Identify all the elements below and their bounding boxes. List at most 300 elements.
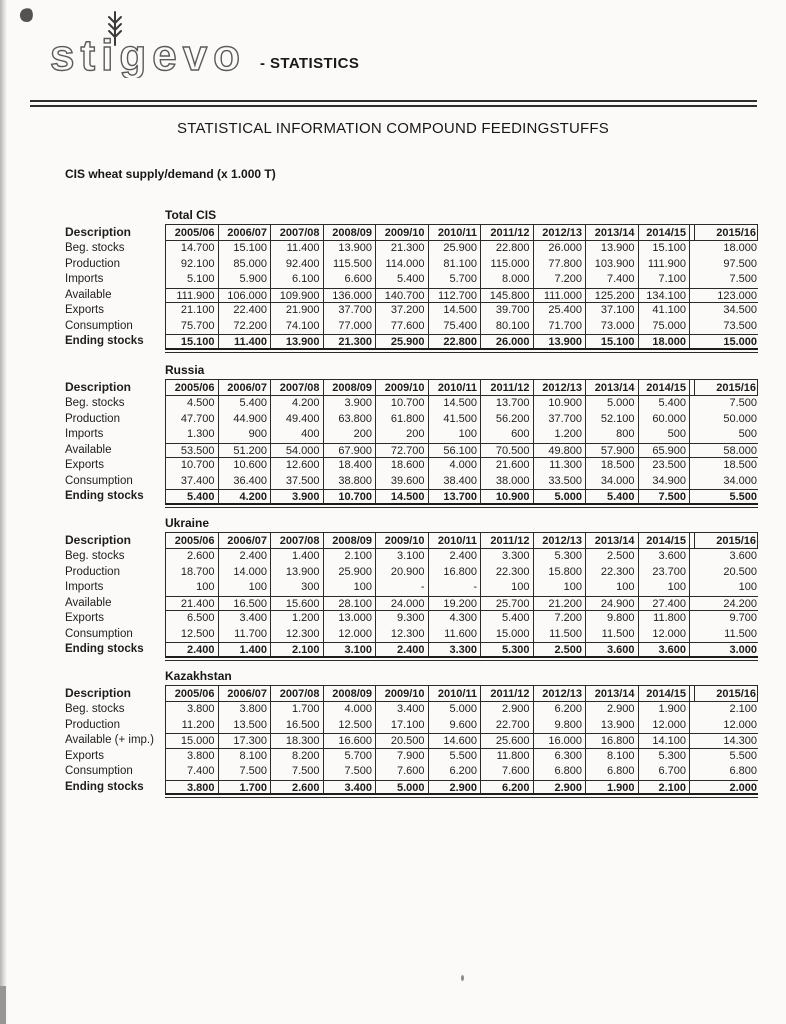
- value-cell: 6.200: [428, 764, 481, 780]
- value-cell: 14.500: [375, 489, 428, 505]
- column-header: 2007/08: [270, 224, 323, 241]
- value-cell: 7.600: [480, 764, 533, 780]
- value-cell: 800: [585, 427, 638, 443]
- value-cell: 9.700: [729, 612, 757, 624]
- value-cell: 9.800: [533, 718, 586, 734]
- value-cell: 1.200: [270, 611, 323, 627]
- value-cell: 1.400: [218, 642, 271, 658]
- page-title: STATISTICAL INFORMATION COMPOUND FEEDINGSTUFFS: [177, 120, 609, 137]
- table-row: [65, 288, 758, 304]
- value-cell: 11.500: [724, 627, 757, 640]
- row-label: Beg. stocks: [65, 242, 125, 254]
- value-cell: 100: [638, 580, 691, 596]
- value-cell: 16.000: [533, 733, 586, 749]
- value-cell: 37.500: [270, 474, 323, 490]
- value-cell: 85.000: [218, 257, 271, 273]
- value-cell: 200: [375, 427, 428, 443]
- value-cell: 14.600: [428, 733, 481, 749]
- value-cell: 13.900: [270, 334, 323, 350]
- row-label: Consumption: [65, 319, 133, 332]
- column-header: 2008/09: [323, 532, 376, 549]
- header-rule: [30, 100, 757, 107]
- value-cell: 22.400: [218, 303, 271, 319]
- value-cell: 5.500: [729, 749, 757, 762]
- value-cell: 14.100: [638, 733, 691, 749]
- row-label: Exports: [65, 749, 104, 762]
- value-cell: 500: [738, 428, 757, 440]
- value-cell: -: [375, 580, 428, 596]
- value-cell: 74.100: [270, 319, 323, 335]
- value-cell: 7.400: [165, 764, 218, 780]
- value-cell: 13.700: [428, 489, 481, 505]
- value-cell: 15.800: [533, 565, 586, 581]
- value-cell: 97.500: [723, 257, 757, 270]
- value-cell: 34.000: [585, 474, 638, 490]
- value-cell: 21.300: [323, 334, 376, 350]
- value-cell: 7.200: [533, 272, 586, 288]
- page-subtitle: CIS wheat supply/demand (x 1.000 T): [65, 167, 276, 181]
- value-cell: 13.900: [533, 334, 586, 350]
- row-label: Consumption: [65, 474, 133, 487]
- column-header: 2010/11: [428, 224, 481, 241]
- row-label: Imports: [65, 273, 104, 285]
- table-header-row: [65, 685, 758, 702]
- column-header: 2014/15: [638, 685, 691, 702]
- value-cell: 13.500: [218, 718, 271, 734]
- value-cell: 37.100: [585, 303, 638, 319]
- value-cell: 12.000: [323, 627, 376, 643]
- column-header: 2015/16: [694, 532, 758, 549]
- value-cell: 6.200: [480, 780, 533, 796]
- value-cell: 18.700: [165, 565, 218, 581]
- value-cell: 39.600: [375, 474, 428, 490]
- table-row: [65, 303, 758, 319]
- table-title: Kazakhstan: [165, 669, 232, 683]
- value-cell: 2.400: [375, 642, 428, 658]
- table-row: [65, 565, 758, 581]
- value-cell: 18.600: [375, 458, 428, 474]
- row-label: Available (+ imp.): [65, 734, 154, 746]
- value-cell: 16.500: [270, 718, 323, 734]
- table-row: [65, 272, 758, 288]
- row-label: Ending stocks: [65, 490, 144, 502]
- column-header: 2013/14: [585, 379, 638, 396]
- table-row: [65, 596, 758, 612]
- value-cell: 3.600: [638, 642, 691, 658]
- value-cell: 6.100: [270, 272, 323, 288]
- value-cell: 18.000: [723, 242, 757, 254]
- value-cell: 2.400: [218, 549, 271, 565]
- value-cell: 6.300: [533, 749, 586, 765]
- value-cell: 21.400: [165, 596, 218, 612]
- value-cell: 5.700: [428, 272, 481, 288]
- value-cell: 7.400: [585, 272, 638, 288]
- value-cell: 22.300: [480, 565, 533, 581]
- value-cell: 57.900: [585, 443, 638, 459]
- value-cell: 5.400: [218, 396, 271, 412]
- column-header: 2015/16: [694, 379, 758, 396]
- value-cell: 25.900: [323, 565, 376, 581]
- value-cell: 4.200: [218, 489, 271, 505]
- value-cell: 11.400: [218, 334, 271, 350]
- value-cell: 14.500: [428, 396, 481, 412]
- value-cell: 5.400: [165, 489, 218, 505]
- value-cell: 60.000: [638, 412, 691, 428]
- value-cell: 900: [218, 427, 271, 443]
- value-cell: 6.500: [165, 611, 218, 627]
- value-cell: 111.000: [533, 288, 586, 304]
- value-cell: 2.000: [694, 780, 758, 796]
- value-cell: 2.900: [533, 780, 586, 796]
- value-cell: 37.700: [533, 412, 586, 428]
- value-cell: 115.000: [480, 257, 533, 273]
- table-header-row: [65, 379, 758, 396]
- table-row: [65, 334, 758, 350]
- value-cell: 39.700: [480, 303, 533, 319]
- value-cell: 3.800: [218, 702, 271, 718]
- value-cell: 15.000: [165, 733, 218, 749]
- value-cell: 71.700: [533, 319, 586, 335]
- value-cell: 111.900: [165, 288, 218, 304]
- value-cell: 81.100: [428, 257, 481, 273]
- value-cell: 16.800: [428, 565, 481, 581]
- value-cell: 21.300: [375, 241, 428, 257]
- value-cell: 13.900: [270, 565, 323, 581]
- row-label: Production: [65, 718, 120, 731]
- row-label: Production: [65, 565, 120, 578]
- value-cell: 10.900: [480, 489, 533, 505]
- value-cell: 400: [270, 427, 323, 443]
- row-label: Available: [65, 288, 112, 301]
- value-cell: 1.200: [533, 427, 586, 443]
- column-header: 2008/09: [323, 685, 376, 702]
- column-header: 2009/10: [375, 685, 428, 702]
- value-cell: 25.900: [428, 241, 481, 257]
- column-header: 2007/08: [270, 532, 323, 549]
- column-header: 2013/14: [585, 685, 638, 702]
- row-label: Exports: [65, 459, 104, 471]
- table-row: [65, 764, 758, 780]
- row-label: Imports: [65, 581, 104, 593]
- value-cell: 12.000: [638, 627, 691, 643]
- column-header: 2006/07: [218, 685, 271, 702]
- value-cell: 20.900: [375, 565, 428, 581]
- column-header: 2009/10: [375, 224, 428, 241]
- value-cell: 5.400: [585, 489, 638, 505]
- column-header: 2014/15: [638, 379, 691, 396]
- value-cell: 21.900: [270, 303, 323, 319]
- value-cell: 26.000: [533, 241, 586, 257]
- value-cell: 7.100: [638, 272, 691, 288]
- value-cell: -: [428, 580, 481, 596]
- value-cell: 37.400: [165, 474, 218, 490]
- value-cell: 10.900: [533, 396, 586, 412]
- value-cell: 18.000: [638, 334, 691, 350]
- value-cell: 41.100: [638, 303, 691, 319]
- value-cell: 8.000: [480, 272, 533, 288]
- value-cell: 10.600: [218, 458, 271, 474]
- value-cell: 3.000: [694, 642, 758, 658]
- value-cell: 44.900: [218, 412, 271, 428]
- value-cell: 100: [428, 427, 481, 443]
- value-cell: 4.300: [428, 611, 481, 627]
- table-bottom-rule: [165, 660, 758, 661]
- column-header: 2015/16: [694, 224, 758, 241]
- value-cell: 3.600: [638, 549, 691, 565]
- value-cell: 77.000: [323, 319, 376, 335]
- value-cell: 13.700: [480, 396, 533, 412]
- table-row: [65, 396, 758, 412]
- column-header: 2005/06: [165, 379, 218, 396]
- value-cell: 2.500: [585, 549, 638, 565]
- value-cell: 145.800: [480, 288, 533, 304]
- value-cell: 75.000: [638, 319, 691, 335]
- value-cell: 7.900: [375, 749, 428, 765]
- value-cell: 1.300: [165, 427, 218, 443]
- table-row: [65, 257, 758, 273]
- value-cell: 1.900: [585, 780, 638, 796]
- value-cell: 15.100: [585, 334, 638, 350]
- value-cell: 7.500: [270, 764, 323, 780]
- table-row: [65, 718, 758, 734]
- column-header: 2006/07: [218, 532, 271, 549]
- value-cell: 100: [585, 580, 638, 596]
- value-cell: 54.000: [270, 443, 323, 459]
- value-cell: 49.400: [270, 412, 323, 428]
- value-cell: 2.600: [270, 780, 323, 796]
- value-cell: 4.500: [165, 396, 218, 412]
- value-cell: 34.500: [723, 304, 757, 316]
- value-cell: 4.000: [323, 702, 376, 718]
- table-title: Russia: [165, 363, 205, 377]
- value-cell: 1.400: [270, 549, 323, 565]
- data-table: [65, 379, 758, 505]
- value-cell: 3.100: [323, 642, 376, 658]
- value-cell: 3.400: [375, 702, 428, 718]
- logo-text: stigevo: [50, 31, 247, 78]
- value-cell: 20.500: [723, 565, 757, 578]
- value-cell: 12.000: [638, 718, 691, 734]
- value-cell: 2.100: [729, 703, 757, 715]
- column-header: 2010/11: [428, 532, 481, 549]
- column-header: 2008/09: [323, 379, 376, 396]
- column-header: 2007/08: [270, 379, 323, 396]
- value-cell: 100: [218, 580, 271, 596]
- value-cell: 112.700: [428, 288, 481, 304]
- value-cell: 5.000: [428, 702, 481, 718]
- value-cell: 5.400: [375, 272, 428, 288]
- value-cell: 5.400: [480, 611, 533, 627]
- scan-smudge-artifact: [18, 7, 34, 24]
- value-cell: 12.000: [723, 718, 757, 731]
- value-cell: 6.800: [585, 764, 638, 780]
- value-cell: 20.500: [375, 733, 428, 749]
- value-cell: 10.700: [165, 458, 218, 474]
- value-cell: 92.400: [270, 257, 323, 273]
- value-cell: 63.800: [323, 412, 376, 428]
- value-cell: 61.800: [375, 412, 428, 428]
- value-cell: 14.300: [694, 733, 758, 749]
- value-cell: 51.200: [218, 443, 271, 459]
- value-cell: 11.800: [638, 611, 691, 627]
- value-cell: 26.000: [480, 334, 533, 350]
- value-cell: 12.500: [165, 627, 218, 643]
- value-cell: 6.200: [533, 702, 586, 718]
- row-label: Ending stocks: [65, 780, 144, 793]
- value-cell: 1.700: [218, 780, 271, 796]
- column-header: 2009/10: [375, 532, 428, 549]
- value-cell: 100: [738, 581, 757, 593]
- table-section-russia: [65, 364, 758, 508]
- value-cell: 15.000: [694, 334, 758, 350]
- value-cell: 103.900: [585, 257, 638, 273]
- column-header: 2010/11: [428, 685, 481, 702]
- value-cell: 134.100: [638, 288, 691, 304]
- table-section-kazakhstan: [65, 670, 758, 798]
- value-cell: 5.000: [533, 489, 586, 505]
- value-cell: 3.600: [585, 642, 638, 658]
- value-cell: 19.200: [428, 596, 481, 612]
- value-cell: 92.100: [165, 257, 218, 273]
- value-cell: 23.500: [638, 458, 691, 474]
- value-cell: 114.000: [375, 257, 428, 273]
- value-cell: 2.900: [480, 702, 533, 718]
- value-cell: 22.300: [585, 565, 638, 581]
- value-cell: 3.600: [729, 550, 757, 562]
- value-cell: 37.200: [375, 303, 428, 319]
- table-row: [65, 780, 758, 796]
- value-cell: 11.300: [533, 458, 586, 474]
- value-cell: 7.500: [638, 489, 691, 505]
- value-cell: 600: [480, 427, 533, 443]
- table-row: [65, 241, 758, 257]
- column-header: 2006/07: [218, 224, 271, 241]
- value-cell: 49.800: [533, 443, 586, 459]
- table-row: [65, 427, 758, 443]
- value-cell: 11.200: [165, 718, 218, 734]
- logo-wordmark-outline: [48, 30, 266, 78]
- value-cell: 72.700: [375, 443, 428, 459]
- value-cell: 56.200: [480, 412, 533, 428]
- value-cell: 11.400: [270, 241, 323, 257]
- value-cell: 7.500: [729, 273, 757, 285]
- value-cell: 17.100: [375, 718, 428, 734]
- value-cell: 2.100: [270, 642, 323, 658]
- row-label: Production: [65, 412, 120, 425]
- value-cell: 123.000: [694, 288, 758, 304]
- value-cell: 18.500: [723, 459, 757, 471]
- table-row: [65, 412, 758, 428]
- value-cell: 37.700: [323, 303, 376, 319]
- table-row: [65, 489, 758, 505]
- value-cell: 100: [533, 580, 586, 596]
- row-label: Available: [65, 443, 112, 456]
- value-cell: 500: [638, 427, 691, 443]
- value-cell: 3.300: [428, 642, 481, 658]
- table-row: [65, 611, 758, 627]
- value-cell: 18.500: [585, 458, 638, 474]
- value-cell: 12.500: [323, 718, 376, 734]
- table-title: Ukraine: [165, 516, 210, 530]
- value-cell: 25.700: [480, 596, 533, 612]
- value-cell: 75.400: [428, 319, 481, 335]
- column-header-description: Description: [65, 380, 132, 394]
- column-header: 2011/12: [480, 532, 533, 549]
- value-cell: 12.600: [270, 458, 323, 474]
- value-cell: 7.600: [375, 764, 428, 780]
- column-header: 2011/12: [480, 379, 533, 396]
- value-cell: 13.900: [585, 718, 638, 734]
- value-cell: 77.600: [375, 319, 428, 335]
- table-row: [65, 458, 758, 474]
- value-cell: 4.000: [428, 458, 481, 474]
- value-cell: 8.200: [270, 749, 323, 765]
- column-header: 2013/14: [585, 224, 638, 241]
- row-label: Exports: [65, 304, 104, 316]
- table-row: [65, 319, 758, 335]
- scan-speck-artifact: [461, 975, 464, 981]
- value-cell: 6.700: [638, 764, 691, 780]
- value-cell: 33.500: [533, 474, 586, 490]
- row-label: Imports: [65, 428, 104, 440]
- row-label: Ending stocks: [65, 335, 144, 347]
- value-cell: 9.600: [428, 718, 481, 734]
- row-label: Beg. stocks: [65, 550, 125, 562]
- value-cell: 115.500: [323, 257, 376, 273]
- table-title: Total CIS: [165, 208, 217, 222]
- value-cell: 13.000: [323, 611, 376, 627]
- column-header: 2014/15: [638, 224, 691, 241]
- value-cell: 5.300: [480, 642, 533, 658]
- value-cell: 3.400: [218, 611, 271, 627]
- value-cell: 11.700: [218, 627, 271, 643]
- column-header: 2013/14: [585, 532, 638, 549]
- value-cell: 1.900: [638, 702, 691, 718]
- column-header: 2010/11: [428, 379, 481, 396]
- value-cell: 2.600: [165, 549, 218, 565]
- table-row: [65, 702, 758, 718]
- column-header-description: Description: [65, 686, 132, 700]
- value-cell: 13.900: [585, 241, 638, 257]
- value-cell: 3.800: [165, 780, 218, 796]
- column-header: 2006/07: [218, 379, 271, 396]
- value-cell: 25.400: [533, 303, 586, 319]
- value-cell: 21.100: [165, 303, 218, 319]
- value-cell: 12.300: [375, 627, 428, 643]
- value-cell: 70.500: [480, 443, 533, 459]
- value-cell: 52.100: [585, 412, 638, 428]
- value-cell: 16.600: [323, 733, 376, 749]
- value-cell: 18.300: [270, 733, 323, 749]
- value-cell: 18.400: [323, 458, 376, 474]
- value-cell: 73.500: [723, 319, 757, 332]
- value-cell: 5.300: [638, 749, 691, 765]
- value-cell: 3.100: [375, 549, 428, 565]
- column-header: 2012/13: [533, 532, 586, 549]
- value-cell: 7.500: [323, 764, 376, 780]
- value-cell: 56.100: [428, 443, 481, 459]
- value-cell: 34.900: [638, 474, 691, 490]
- value-cell: 2.100: [638, 780, 691, 796]
- column-header-description: Description: [65, 533, 132, 547]
- value-cell: 34.000: [723, 474, 757, 487]
- column-header: 2005/06: [165, 685, 218, 702]
- value-cell: 1.700: [270, 702, 323, 718]
- value-cell: 22.700: [480, 718, 533, 734]
- value-cell: 24.200: [694, 596, 758, 612]
- value-cell: 21.200: [533, 596, 586, 612]
- value-cell: 111.900: [638, 257, 691, 273]
